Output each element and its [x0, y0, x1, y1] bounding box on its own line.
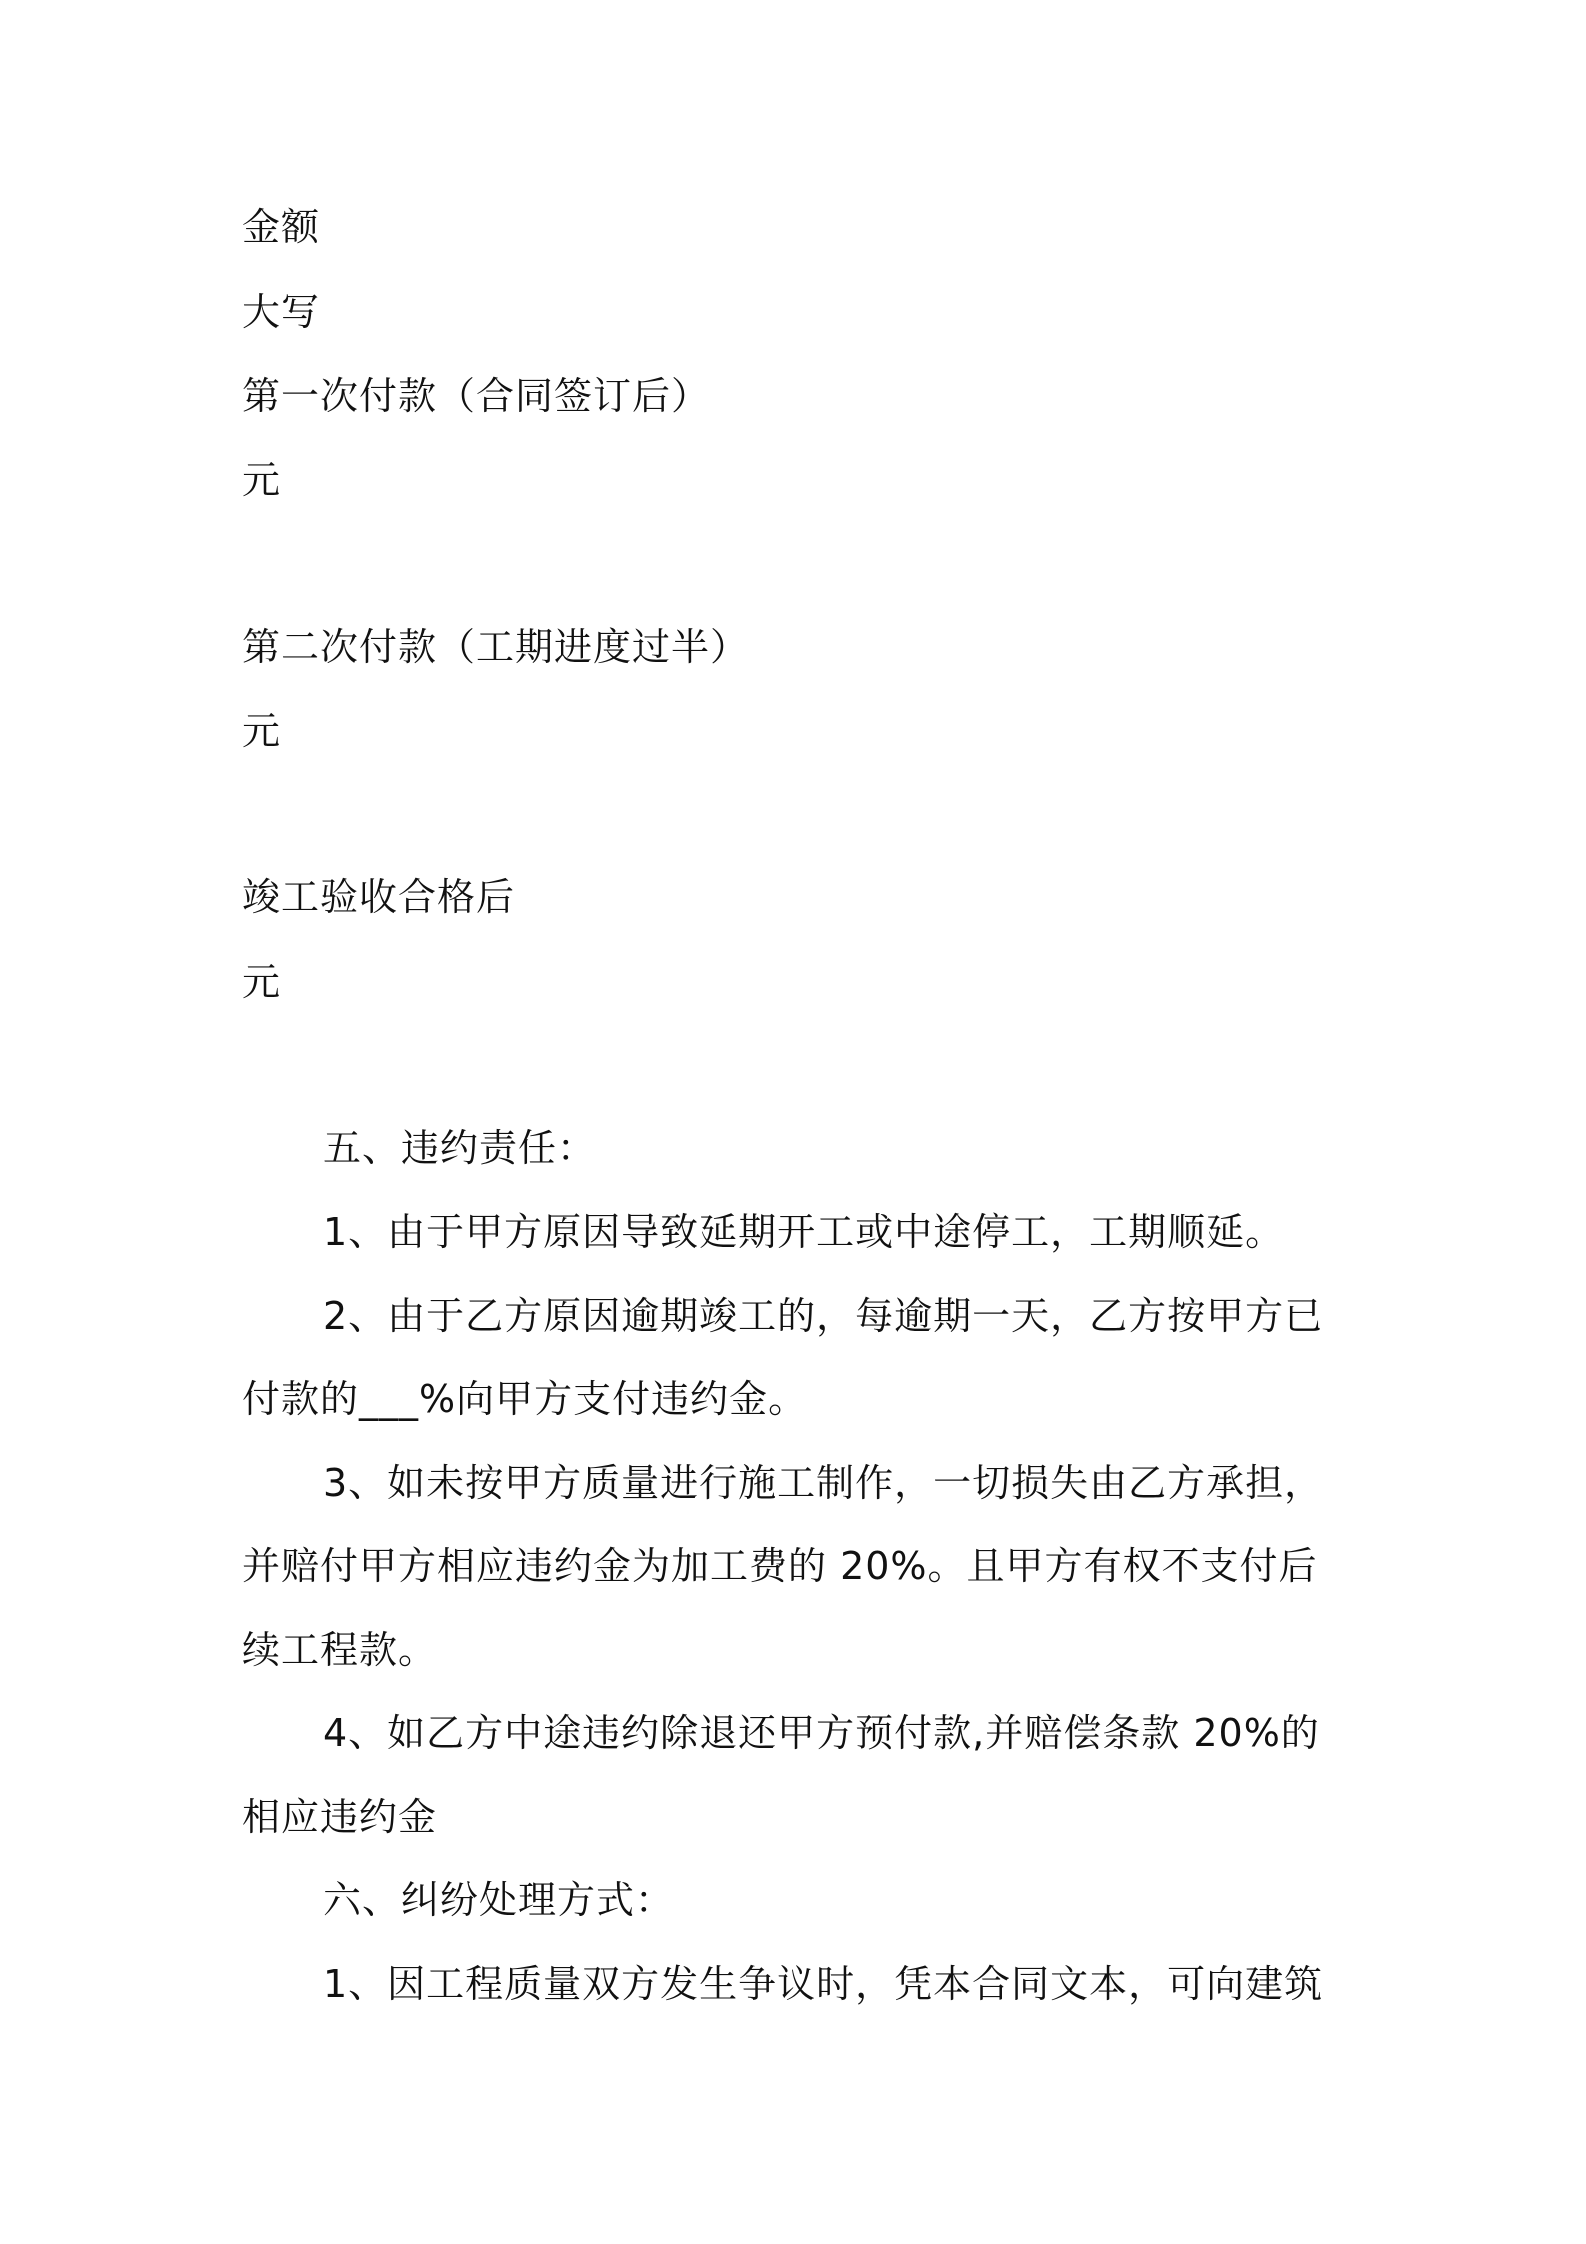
amount-label: 金额 — [242, 205, 321, 249]
uppercase-label: 大写 — [242, 290, 321, 334]
section5-item4-line1: 4、如乙方中途违约除退还甲方预付款,并赔偿条款 20%的 — [323, 1711, 1320, 1755]
section5-heading: 五、违约责任： — [323, 1126, 597, 1170]
section5-item3-line3: 续工程款。 — [242, 1628, 438, 1672]
final-payment-label: 竣工验收合格后 — [242, 875, 516, 919]
section6-heading: 六、纠纷处理方式： — [323, 1878, 675, 1922]
final-payment-unit: 元 — [242, 960, 282, 1004]
first-payment-label: 第一次付款（合同签订后） — [242, 374, 711, 418]
section5-item2-line2: 付款的___%向甲方支付违约金。 — [242, 1377, 808, 1421]
section6-item1-line1: 1、因工程质量双方发生争议时，凭本合同文本，可向建筑 — [323, 1962, 1324, 2006]
second-payment-unit: 元 — [242, 709, 282, 753]
first-payment-unit: 元 — [242, 458, 282, 502]
section5-item3-line1: 3、如未按甲方质量进行施工制作，一切损失由乙方承担， — [323, 1461, 1324, 1505]
section5-item3-line2: 并赔付甲方相应违约金为加工费的 20%。且甲方有权不支付后 — [242, 1544, 1318, 1588]
section5-item1: 1、由于甲方原因导致延期开工或中途停工，工期顺延。 — [323, 1210, 1285, 1254]
second-payment-label: 第二次付款（工期进度过半） — [242, 625, 750, 669]
section5-item2-line1: 2、由于乙方原因逾期竣工的，每逾期一天，乙方按甲方已 — [323, 1294, 1324, 1338]
section5-item4-line2: 相应违约金 — [242, 1795, 438, 1839]
